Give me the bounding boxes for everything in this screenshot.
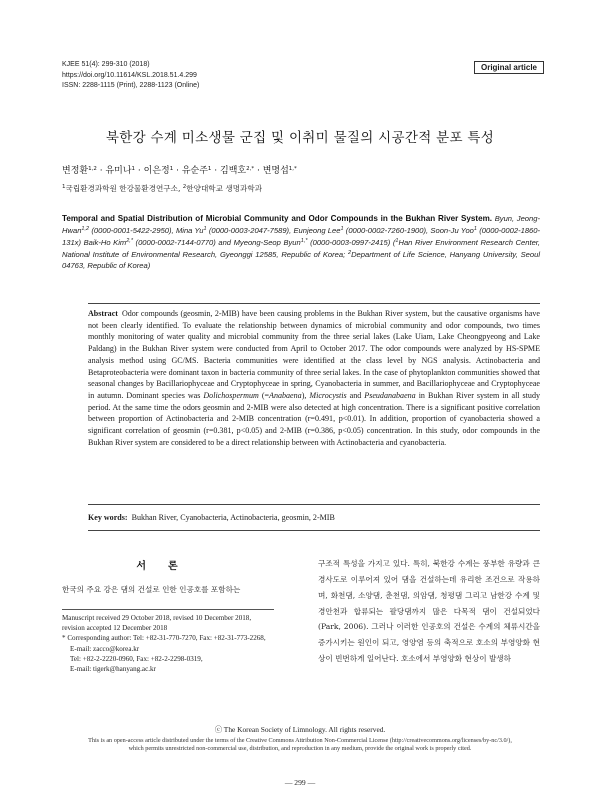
author-name: Mina Yu [175, 226, 204, 236]
abstract-text: in Bukhan River system in all study period. At the same time the odors geosmin and 2-MIB were also detected at high concentration. There is a significant positive correlation between proportion of Actinobacteria and 2-MIB concentration (r=0.491, p<0.01). In addition, proportion of cyanobacteria showed a significant correlation of geosmin (r=0.381, p<0.05) and 2-MIB (r=0.386, p<0.05) concentration. In this study, odor compounds in the Bukhan River system are considered to be a direct relationship between with Actinobacteria and cyanobacteria. [88, 390, 540, 447]
abstract [88, 308, 540, 448]
license-line: This is an open-access article distributed under the terms of the Creative Commons Attribution Non-Commercial License (http://creativecommons.org/licenses/by-nc/3.0/), [88, 737, 512, 744]
author-affil-sup: 2,* [126, 238, 133, 245]
issn: ISSN: 2288-1115 (Print), 2288-1123 (Online) [62, 82, 200, 89]
footnotes [62, 613, 280, 674]
abstract-text: Odor compounds (geosmin, 2-MIB) have been causing problems in the Bukhan River system, but the causative organisms have not been clearly identified. To evaluate the relationship between dynamics of microbial community and odor compounds, two times monthly monitoring of water quality and microbial community from the three serial lakes (Lake Uiam, Lake Cheongpyeong and Lake Paldang) in the Bukhan River system were conducted from April to October 2017. The odor compounds were analyzed by HS-SPME analysis method using GC/MS. Bacteria communities were identified at the class level by NGS analysis. Actinobacteria and Betaproteobacteria were dominant taxon in bacteria community of three serial lakes. In the case of phytoplankton communities showed that seasonal changes by Bacillariophyceae and Cryptophyceae in spring, Cyanobacteria in summer, and Bacillariophyceae and Cryptophyceae in autumn. Dominant species was [88, 309, 540, 400]
corresponding-author: * Corresponding author: Tel: +82-31-770-7270, Fax: +82-31-773-2268, [62, 634, 266, 643]
license-line: which permits unrestricted non-commercial use, distribution, and reproduction in any medium, provide the original work is properly cited. [128, 745, 472, 753]
affiliation: 국립환경과학원 한강물환경연구소, [65, 184, 183, 193]
author-name: 유미나 [105, 166, 132, 176]
journal-header [62, 60, 199, 92]
author-name: Soon-Ju Yoo [430, 226, 474, 236]
author-affil-sup: 1 [169, 166, 174, 172]
author-list-korean [62, 163, 297, 176]
author-affil-sup: 1 [207, 166, 212, 172]
abstract-top-rule [88, 303, 540, 304]
keywords [88, 512, 540, 523]
abstract-text: ), [301, 390, 310, 400]
author-affil-sup: 2,* [246, 166, 255, 172]
affil-sup: 2 [182, 184, 187, 190]
author-name: 변정환 [62, 166, 89, 176]
orcid: (0000-0002-1860-131x) [62, 226, 541, 248]
revision-accepted: revision accepted 12 December 2018 [62, 624, 168, 633]
paper-title-english: Temporal and Spatial Distribution of Microbial Community and Odor Compounds in the Bukhan River System. [62, 214, 493, 223]
author-separator: · [254, 166, 263, 176]
author-separator: · [173, 166, 182, 176]
author-affil-sup: 1,* [288, 166, 297, 172]
affil-sup: 2 [348, 250, 352, 257]
author-separator: · [135, 166, 144, 176]
species-name: Anabaena [269, 390, 302, 400]
orcid: (0000-0001-5422-2950), [89, 226, 176, 236]
article-type-badge: Original article [474, 61, 544, 74]
abstract-bottom-rule [88, 504, 540, 505]
species-name: Microcystis [309, 390, 347, 400]
affiliation-english: Han River Environment Research Center, National Institute of Environmental Research, Gyeonggi 12585, Republic of Korea; [62, 238, 541, 260]
keywords-text: Bukhan River, Cyanobacteria, Actinobacteria, geosmin, 2-MIB [129, 513, 335, 522]
affiliations-korean [62, 183, 262, 194]
author-name: 변명섭 [262, 166, 289, 176]
email-link[interactable]: E-mail: zacco@korea.kr [70, 644, 140, 653]
manuscript-received: Manuscript received 29 October 2018, revised 10 December 2018, [62, 614, 252, 622]
footnote-rule [62, 609, 274, 610]
author-name: Myeong-Seop Byun [233, 238, 301, 248]
english-title-block [62, 213, 540, 271]
affil-sup: 1 [395, 238, 399, 245]
license-notice [50, 737, 550, 754]
author-affil-sup: 1,2 [88, 166, 97, 172]
contact-phone: Tel: +82-2-2220-0960, Fax: +82-2-2298-0319, [70, 654, 203, 663]
author-affil-sup: 1 [203, 226, 207, 233]
copyright-notice: ⓒ The Korean Society of Limnology. All rights reserved. [214, 725, 386, 734]
orcid: (0000-0002-7260-1900), [343, 226, 431, 236]
author-name: 이은정 [143, 166, 170, 176]
author-affil-sup: 1,2 [81, 226, 90, 233]
author-affil-sup: 1 [131, 166, 136, 172]
author-name: 김백호 [220, 166, 247, 176]
author-affil-sup: 1 [340, 226, 344, 233]
author-name: Byun, Jeong-Hwan [62, 214, 541, 236]
abstract-text: (= [258, 390, 270, 400]
author-separator: · [96, 166, 106, 176]
species-name: Pseudanabaena [364, 390, 416, 400]
orcid: (0000-0002-7144-0770) and [132, 238, 234, 248]
author-affil-sup: 1 [473, 226, 477, 233]
email-link[interactable]: E-mail: tigerk@hanyang.ac.kr [70, 665, 156, 674]
affiliation-english: Department of Life Science, Hanyang University, Seoul 04763, Republic of Korea) [62, 250, 541, 271]
paper-title-korean: 북한강 수계 미소생물 군집 및 이취미 물질의 시공간적 분포 특성 [105, 130, 495, 146]
intro-paragraph-right [318, 556, 540, 667]
orcid: (0000-0003-2047-7589), [206, 226, 294, 236]
abstract-text: and [346, 390, 365, 400]
species-name: Dolichospermum [203, 390, 259, 400]
keywords-label: Key words: [88, 513, 128, 522]
author-affil-sup: 1,* [300, 238, 308, 245]
intro-text: 구조적 특성을 가지고 있다. 특히, 북한강 수계는 풍부한 유량과 큰 경사도로 이루어져 있어 댐을 건설하는데 유리한 조건으로 작용하며, 화천댐, 소양댐, 춘천댐, 의암댐, 청평댐 그리고 남한강 수계 및 경안천과 합류되는 팔당댐까지 많은 다목적 댐이 건설되었다 (Park, 2006). 그러나 이러한 인공호의 건설은 수계의 체류시간을 증가시키는 원인이 되고, 영양염 등의 축적으로 호소의 부영양화 현상이 빈번하게 일어난다. 호소에서 부영양화 현상이 발생하 [318, 559, 540, 664]
journal-citation: KJEE 51(4): 299-310 (2018) [62, 61, 150, 68]
author-name: Baik-Ho Kim [83, 238, 127, 248]
doi-link[interactable]: https://doi.org/10.11614/KSL.2018.51.4.299 [62, 71, 197, 79]
orcid: (0000-0003-0997-2415) ( [307, 238, 396, 248]
author-separator: · [211, 166, 220, 176]
section-heading-introduction: 서론 [136, 561, 200, 572]
affil-sup: 1 [62, 184, 66, 190]
author-name: 유순주 [181, 166, 208, 176]
abstract-label: Abstract [88, 309, 118, 318]
author-name: Eunjeong Lee [293, 226, 341, 236]
keywords-rule [88, 530, 540, 531]
page-number: — 299 — [284, 778, 316, 787]
intro-paragraph-left: 한국의 주요 강은 댐의 건설로 인한 인공호를 포함하는 [62, 585, 241, 594]
affiliation: 한양대학교 생명과학과 [186, 184, 263, 193]
